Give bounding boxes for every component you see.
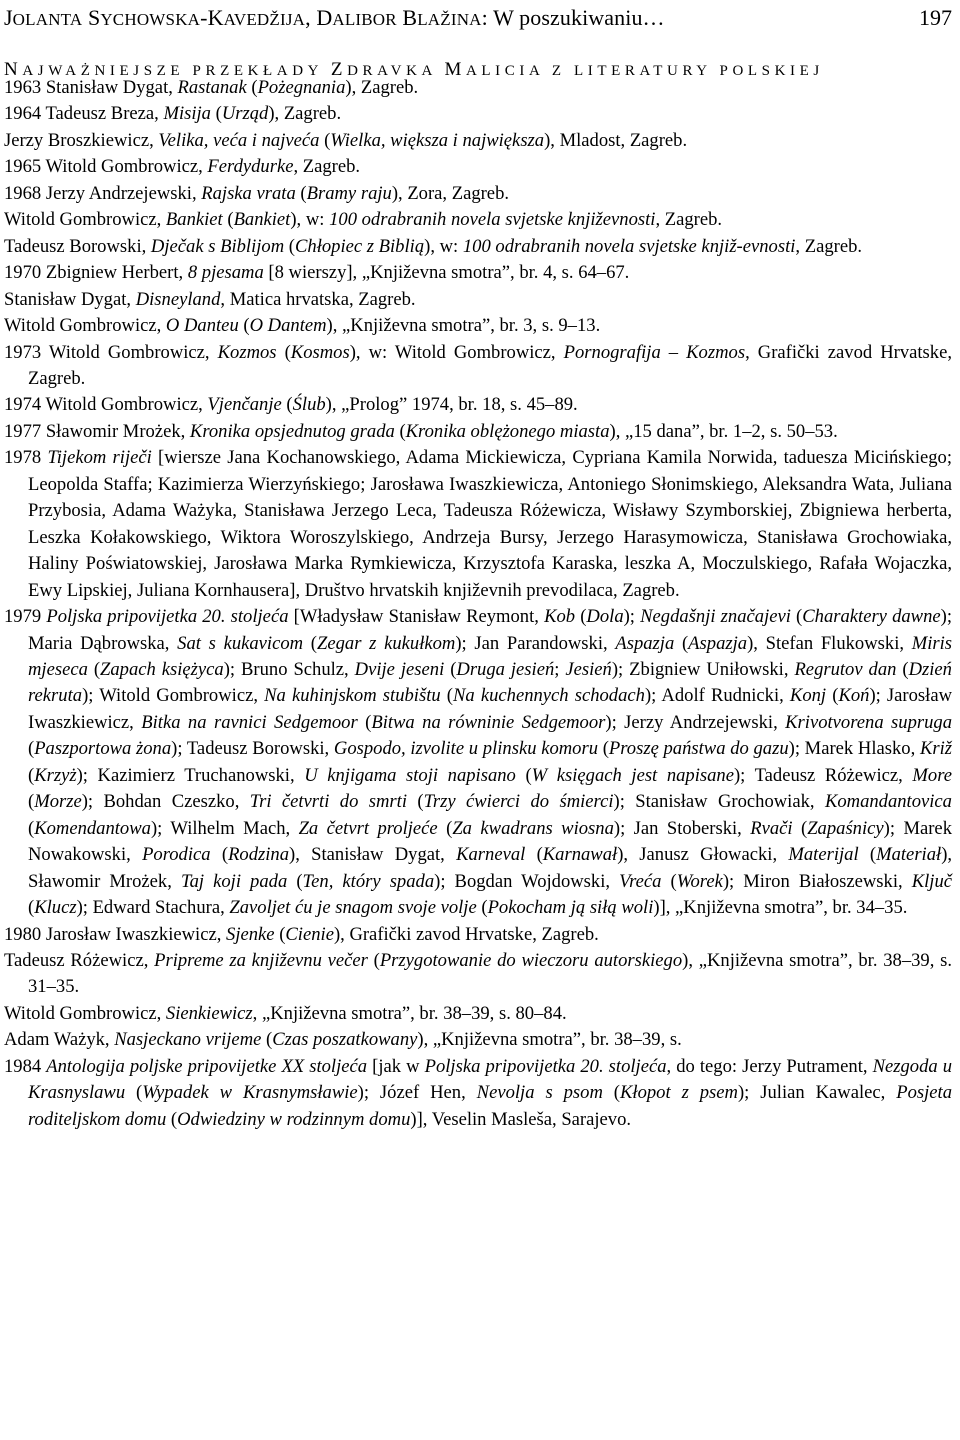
title-italic: Materijal [788, 844, 859, 866]
entry-text: ), „Prolog” 1974, br. 18, s. 45–89. [325, 394, 578, 416]
entry-text: ( [238, 315, 250, 337]
entry-text: 1979 [4, 606, 47, 628]
entry-text: ( [295, 182, 307, 204]
entry-text: Adam Ważyk, [4, 1029, 115, 1051]
entry-text: Tadeusz Borowski, [4, 235, 151, 257]
entry-text: ( [319, 129, 331, 151]
bibliography-entry [4, 948, 952, 1001]
title-italic: Zavoljet ću je snagom svoje volje [229, 897, 477, 919]
title-italic: Bankiet [165, 209, 223, 231]
entry-text: ); Stanisław Grochowiak, [613, 791, 825, 813]
entry-text: ), Janusz Głowacki, [617, 844, 789, 866]
entry-text: ( [284, 235, 295, 257]
entry-text: ( [28, 897, 35, 919]
title-italic: Krzyż [34, 764, 77, 786]
entry-text: ), Zora, Zagreb. [391, 182, 510, 204]
title-italic: Czas poszatkowany [272, 1029, 418, 1051]
title-italic: Taj koji pada [180, 870, 288, 892]
entry-text: , Zagreb. [795, 235, 863, 257]
title-italic: Komandantovica [824, 791, 952, 813]
entry-text: [8 wierszy], „Književna smotra”, br. 4, s. 64–67. [263, 262, 630, 284]
entry-text: ), Grafički zavod Hrvatske, Zagreb. [333, 923, 599, 945]
entry-text: [Władysław Stanisław Reymont, [288, 606, 545, 628]
title-italic: Bankiet [233, 209, 291, 231]
bibliography-entry [4, 234, 952, 260]
section-heading-part: ALICIA Z LITERATURY POLSKIEJ [465, 63, 824, 79]
title-italic: Rastanak [177, 77, 247, 98]
entry-text: ( [222, 209, 234, 231]
title-italic: Antologija poljske pripovijetke XX stoljeća [46, 1055, 368, 1077]
section-heading-part: N [4, 60, 23, 80]
entry-text: [jak w [367, 1055, 425, 1077]
title-italic: Cienie [285, 923, 334, 945]
running-head-part: OLANTA [12, 10, 83, 29]
entry-text: )], „Književna smotra”, br. 34–35. [653, 897, 908, 919]
bibliography-entry [4, 419, 952, 445]
title-italic: Przygotowanie do wieczoru autorskiego [379, 949, 683, 971]
title-italic: Wypadek w Krasnymsławie [142, 1082, 358, 1104]
title-italic: Trzy ćwierci do śmierci [423, 791, 614, 813]
title-italic: 8 pjesama [187, 262, 264, 284]
title-italic: Druga jesień [456, 658, 555, 680]
running-head-part: ALIBOR [332, 10, 397, 29]
entry-text: ( [210, 103, 222, 125]
title-italic: Krivotvorena supruga [785, 711, 953, 733]
bibliography-entry [4, 207, 952, 233]
running-head-part: LAŽINA [417, 10, 482, 29]
title-italic: Pokocham ją siłą woli [487, 897, 654, 919]
entry-text: ( [28, 817, 35, 839]
entry-text: ( [598, 738, 609, 760]
entry-text: ( [674, 632, 689, 654]
title-italic: Kronika oblężonego miasta [405, 420, 610, 442]
entry-text: ( [287, 870, 303, 892]
entry-text: ( [274, 923, 286, 945]
entry-text: ); Bruno Schulz, [223, 658, 355, 680]
title-italic: Sat s kukavicom [177, 632, 304, 654]
entry-text: ( [440, 685, 453, 707]
title-italic: Dječak s Biblijom [150, 235, 285, 257]
entry-text: Witold Gombrowicz, [4, 209, 166, 231]
title-italic: Ferdydurke [207, 156, 294, 178]
entry-text: ( [303, 632, 318, 654]
bibliography-entry [4, 922, 952, 948]
entry-text: ); Tadeusz Różewicz, [733, 764, 913, 786]
entry-text: ); Maria Dąbrowska, [28, 606, 952, 654]
entry-text: Witold Gombrowicz, [4, 1002, 166, 1024]
running-head-part: : W poszukiwaniu… [481, 5, 665, 30]
title-italic: Na kuchennych schodach [453, 685, 645, 707]
entry-text: ); Bohdan Czeszko, [81, 791, 250, 813]
entry-text: ( [166, 1108, 178, 1130]
entry-text: ); Witold Gombrowicz, [82, 685, 265, 707]
title-italic: Posjeta roditeljskom domu [28, 1082, 953, 1130]
entry-text: [wiersze Jana Kochanowskiego, Adama Mickiewicza, Cypriana Kamila Norwida, taduesza Micińskiego; Leopolda Staffa; Kazimierza Wierzyńskiego; Jarosława Iwaszkiewicza, Antoniego Słonimskiego, Aleksandra Wata, Juliana Przybosia, Adama Ważyka, Stanisława Jerzego Leca, Tadeusza Różewicza, Wisławy Szymborskiej, Zbigniewa herberta, Leszka Kołakowskiego, Wiktora Woroszylskiego, Andrzeja Bursy, Jerzego Harasymowicza, Stanisława Grochowiaka, Haliny Poświatowskiej, Jarosława Marka Rymkiewicza, Krzysztofa Karaska, leszka A, Moczulskiego, Rafała Wojaczka, Ewy Lipskiej, Juliana Kornhausera], Društvo hrvatskih književnih prevodilaca, Zagreb. [28, 447, 953, 601]
title-italic: 100 odrabranih novela svjetske knjiž-evnosti [462, 235, 796, 257]
title-italic: Gospodo, izvolite u plinsku komoru [333, 738, 598, 760]
title-italic: Worek [676, 870, 723, 892]
entry-text: , Grafički zavod Hrvatske, Zagreb. [28, 341, 952, 389]
bibliography-list [4, 75, 952, 1133]
title-italic: Aspazja [615, 632, 675, 654]
entry-text: ); Jan Parandowski, [455, 632, 616, 654]
title-italic: Rvači [750, 817, 793, 839]
title-italic: Sjenke [226, 923, 275, 945]
entry-text: 1968 Jerzy Andrzejewski, [4, 182, 202, 204]
entry-text: ); Tadeusz Borowski, [171, 738, 334, 760]
title-italic: Urząd [221, 103, 269, 125]
running-head-part: B [396, 5, 418, 30]
running-head-part: S [82, 5, 101, 30]
entry-text: ); Wilhelm Mach, [150, 817, 299, 839]
title-italic: Pornografija – Kozmos [563, 341, 746, 363]
title-italic: U knjigama stoji napisano [304, 764, 516, 786]
entry-text: ); Zbigniew Uniłowski, [611, 658, 795, 680]
title-italic: Ten, który spada [302, 870, 435, 892]
entry-text: ); Julian Kawalec, [737, 1082, 897, 1104]
title-italic: Paszportowa żona [34, 738, 172, 760]
entry-text: ), Mladost, Zagreb. [544, 129, 688, 151]
bibliography-entry [4, 101, 952, 127]
title-italic: Pripreme za književnu večer [154, 949, 368, 971]
section-heading-part: AJWAŻNIEJSZE PRZEKŁADY [22, 63, 331, 79]
title-italic: Zapaśnicy [807, 817, 884, 839]
entry-text: , Zagreb. [655, 209, 723, 231]
bibliography-entry [4, 75, 952, 101]
section-heading-part: Z [330, 60, 348, 80]
entry-text: ), w: [424, 235, 463, 257]
title-italic: Vreća [619, 870, 662, 892]
entry-text: ( [858, 844, 877, 866]
page-number: 197 [919, 5, 952, 30]
title-italic: More [912, 764, 952, 786]
entry-text: ( [276, 341, 291, 363]
entry-text: ( [896, 658, 909, 680]
bibliography-entry [4, 154, 952, 180]
title-italic: Dvije jeseni [354, 658, 445, 680]
entry-text: 1965 Witold Gombrowicz, [4, 156, 208, 178]
entry-text: ( [826, 685, 839, 707]
entry-text: 1977 Sławomir Mrożek, [4, 420, 190, 442]
entry-text: ), Zagreb. [268, 103, 342, 125]
title-italic: Wielka, większa i największa [330, 129, 545, 151]
entry-text: ); Kazimierz Truchanowski, [76, 764, 305, 786]
title-italic: Bitka na ravnici Sedgemoor [141, 711, 358, 733]
entry-text: ( [525, 844, 543, 866]
running-head-part: YCHOWSKA [100, 10, 201, 29]
entry-text: , Zagreb. [293, 156, 361, 178]
section-heading-part: DRAVKA [347, 63, 445, 79]
title-italic: 100 odrabranih novela svjetske književnosti [329, 209, 656, 231]
title-italic: Kob [544, 606, 576, 628]
running-head-part: J [4, 5, 13, 30]
entry-text: ( [357, 711, 372, 733]
entry-text: ( [575, 606, 587, 628]
bibliography-entry [4, 445, 952, 604]
entry-text: ); Marek Hlasko, [788, 738, 920, 760]
title-italic: Klucz [34, 897, 77, 919]
entry-text: ( [476, 897, 488, 919]
entry-text: ); Jerzy Andrzejewski, [605, 711, 786, 733]
entry-text: ), „Književna smotra”, br. 3, s. 9–13. [326, 315, 601, 337]
entry-text: 1970 Zbigniew Herbert, [4, 262, 188, 284]
bibliography-entry [4, 287, 952, 313]
title-italic: Poljska pripovijetka 20. stoljeća [46, 606, 289, 628]
entry-text: , Matica hrvatska, Zagreb. [220, 288, 416, 310]
entry-text: ), w: Witold Gombrowicz, [349, 341, 564, 363]
bibliography-entry [4, 1027, 952, 1053]
entry-text: ( [444, 658, 457, 680]
title-italic: Aspazja [688, 632, 748, 654]
bibliography-entry [4, 1001, 952, 1027]
entry-text: ), Zagreb. [345, 77, 419, 98]
title-italic: Miris mjeseca [28, 632, 953, 680]
title-italic: O Dantem [249, 315, 327, 337]
entry-text: ); [623, 606, 641, 628]
title-italic: Rajska vrata [201, 182, 296, 204]
title-italic: Sienkiewicz [165, 1002, 253, 1024]
entry-text: ); Jan Stoberski, [613, 817, 751, 839]
title-italic: Kosmos [290, 341, 350, 363]
entry-text: 1963 Stanisław Dygat, [4, 77, 178, 98]
bibliography-entry [4, 340, 952, 393]
title-italic: Regrutov dan [794, 658, 897, 680]
title-italic: Pożegnania [257, 77, 346, 98]
title-italic: Kozmos [217, 341, 277, 363]
entry-text: 1974 Witold Gombrowicz, [4, 394, 208, 416]
title-italic: Na kuhinjskom stubištu [264, 685, 441, 707]
entry-text: 1978 [4, 447, 48, 469]
entry-text: ( [515, 764, 532, 786]
running-head-part: AVEDŽIJA [223, 10, 306, 29]
entry-text: , „Književna smotra”, br. 38–39, s. 80–84. [252, 1002, 567, 1024]
title-italic: Disneyland [135, 288, 221, 310]
title-italic: Zegar z kukułkom [317, 632, 456, 654]
running-head [4, 4, 952, 34]
title-italic: Materiał [876, 844, 942, 866]
bibliography-entry [4, 604, 952, 921]
title-italic: Jesień [565, 658, 612, 680]
title-italic: Dola [586, 606, 624, 628]
running-head-title [4, 4, 665, 34]
bibliography-entry [4, 181, 952, 207]
section-heading-part: M [444, 60, 466, 80]
entry-text: ( [790, 606, 803, 628]
title-italic: Nezgoda u Krasnyslawu [28, 1055, 953, 1104]
entry-text: ), w: [290, 209, 330, 231]
title-italic: Odwiedziny w rodzinnym domu [177, 1108, 411, 1130]
title-italic: Za četvrt proljeće [298, 817, 438, 839]
title-italic: W księgach jest napisane [531, 764, 734, 786]
title-italic: Ślub [292, 394, 326, 416]
title-italic: O Danteu [165, 315, 239, 337]
bibliography-entry [4, 313, 952, 339]
entry-text: Tadeusz Różewicz, [4, 949, 155, 971]
entry-text: ), „Književna smotra”, br. 38–39, s. 31–35. [28, 949, 953, 998]
entry-text: ( [28, 764, 35, 786]
title-italic: Nevolja s psom [476, 1082, 603, 1104]
title-italic: Kronika opsjednutog grada [189, 420, 395, 442]
entry-text: ); Edward Stachura, [76, 897, 230, 919]
title-italic: Morze [34, 791, 82, 813]
entry-text: ; [554, 658, 566, 680]
title-italic: Negdašnji značajevi [640, 606, 791, 628]
entry-text: ); Miron Białoszewski, [722, 870, 912, 892]
entry-text: ( [125, 1082, 143, 1104]
title-italic: Proszę państwa do gazu [608, 738, 789, 760]
title-italic: Ključ [911, 870, 953, 892]
entry-text: , do tego: Jerzy Putrament, [666, 1055, 873, 1077]
bibliography-entry [4, 260, 952, 286]
title-italic: Karnawał [542, 844, 618, 866]
entry-text: Stanisław Dygat, [4, 288, 136, 310]
running-head-part: -K [200, 5, 224, 30]
title-italic: Velika, veća i najveća [158, 129, 320, 151]
title-italic: Vjenčanje [207, 394, 282, 416]
entry-text: ); Jarosław Iwaszkiewicz, [28, 685, 952, 733]
entry-text: 1984 [4, 1055, 47, 1077]
title-italic: Križ [919, 738, 952, 760]
title-italic: Nasjeckano vrijeme [114, 1029, 262, 1051]
title-italic: Bramy raju [306, 182, 392, 204]
entry-text: ( [261, 1029, 273, 1051]
entry-text: ), „15 dana”, br. 1–2, s. 50–53. [609, 420, 838, 442]
title-italic: Dzień rekruta [28, 658, 952, 707]
entry-text: ( [281, 394, 293, 416]
title-italic: Charaktery dawne [802, 606, 941, 628]
bibliography-entry [4, 392, 952, 418]
title-italic: Zapach księżyca [100, 658, 224, 680]
title-italic: Bitwa na równinie Sedgemoor [371, 711, 606, 733]
bibliography-entry [4, 1054, 952, 1133]
entry-text: ( [87, 658, 101, 680]
entry-text: ), Stefan Flukowski, [747, 632, 912, 654]
entry-text: 1973 Witold Gombrowicz, [4, 341, 218, 363]
entry-text: )], Veselin Masleša, Sarajevo. [410, 1108, 632, 1130]
title-italic: Komendantowa [34, 817, 151, 839]
entry-text: ); Marek Nowakowski, [28, 817, 952, 866]
entry-text: Witold Gombrowicz, [4, 315, 166, 337]
entry-text: 1964 Tadeusz Breza, [4, 103, 164, 125]
title-italic: Misija [163, 103, 211, 125]
entry-text: ), Sławomir Mrożek, [28, 844, 953, 892]
entry-text: ( [28, 791, 35, 813]
entry-text: ); Józef Hen, [357, 1082, 477, 1104]
entry-text: ( [661, 870, 677, 892]
entry-text: ( [210, 844, 229, 866]
entry-text: ( [246, 77, 258, 98]
title-italic: Poljska pripovijetka 20. stoljeća [424, 1055, 667, 1077]
title-italic: Koń [838, 685, 870, 707]
entry-text: ( [437, 817, 453, 839]
entry-text: ( [394, 420, 406, 442]
title-italic: Karneval [456, 844, 526, 866]
entry-text: ( [367, 949, 380, 971]
entry-text: ), Stanisław Dygat, [289, 844, 457, 866]
entry-text: ); Adolf Rudnicki, [644, 685, 790, 707]
title-italic: Porodica [142, 844, 211, 866]
entry-text: ( [602, 1082, 621, 1104]
title-italic: Tri četvrti do smrti [249, 791, 407, 813]
entry-text: ), „Književna smotra”, br. 38–39, s. [417, 1029, 682, 1051]
running-head-part: , D [305, 5, 333, 30]
entry-text: Jerzy Broszkiewicz, [4, 129, 159, 151]
title-italic: Za kwadrans wiosna [452, 817, 614, 839]
bibliography-entry [4, 128, 952, 154]
entry-text: ); Bogdan Wojdowski, [434, 870, 620, 892]
title-italic: Rodzina [228, 844, 290, 866]
entry-text: ( [792, 817, 808, 839]
entry-text: ( [407, 791, 424, 813]
title-italic: Konj [789, 685, 827, 707]
title-italic: Chłopiec z Biblią [295, 235, 425, 257]
entry-text: ( [28, 738, 35, 760]
title-italic: Tijekom riječi [47, 447, 152, 469]
title-italic: Kłopot z psem [620, 1082, 738, 1104]
entry-text: 1980 Jarosław Iwaszkiewicz, [4, 923, 227, 945]
